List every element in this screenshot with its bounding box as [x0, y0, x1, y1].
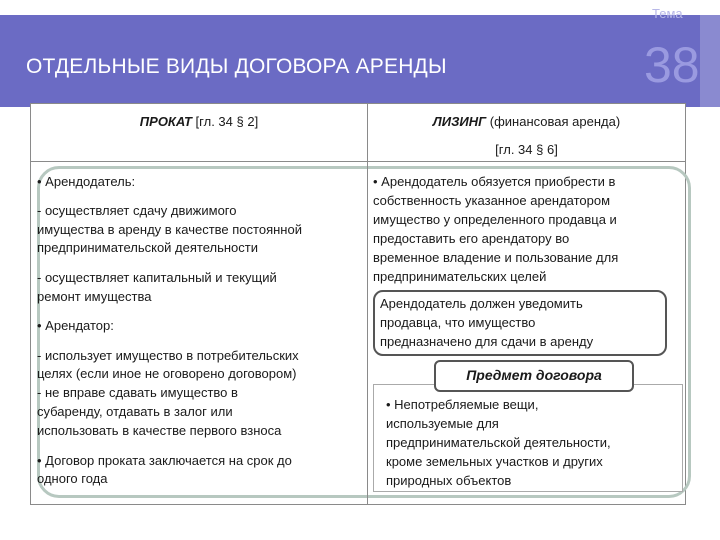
left-line: имущества в аренду в качестве постоянной: [37, 222, 302, 237]
left-line: - не вправе сдавать имущество в: [37, 385, 238, 400]
header-leasing: [368, 114, 685, 129]
right-line: предпринимательских целей: [373, 269, 547, 284]
left-line: - осуществляет капитальный и текущий: [37, 270, 277, 285]
callout-line: Арендодатель должен уведомить: [380, 296, 583, 311]
left-line: использовать в качестве первого взноса: [37, 423, 282, 438]
header-prokat-bold: ПРОКАТ: [139, 114, 192, 129]
header-divider: [31, 161, 685, 162]
slide-number: 38: [644, 37, 700, 93]
title-banner: [0, 15, 700, 107]
callout-line: предназначено для сдачи в аренду: [380, 334, 594, 349]
header-prokat: [31, 114, 367, 129]
left-line: • Договор проката заключается на срок до: [37, 453, 292, 468]
page-title: ОТДЕЛЬНЫЕ ВИДЫ ДОГОВОРА АРЕНДЫ: [26, 55, 447, 78]
header-leasing-line2: [гл. 34 § 6]: [495, 142, 558, 157]
right-line: предоставить его арендатору во: [373, 231, 570, 246]
comparison-table: [30, 103, 686, 505]
subject-line: кроме земельных участков и других: [386, 454, 603, 469]
left-line: предпринимательской деятельности: [37, 240, 258, 255]
left-line: целях (если иное не оговорено договором): [37, 366, 297, 381]
subject-line: • Непотребляемые вещи,: [386, 397, 539, 412]
banner-strip: [700, 15, 720, 107]
right-line: имущество у определенного продавца и: [373, 212, 617, 227]
subject-label: Предмет договора: [434, 360, 634, 392]
left-line: • Арендатор:: [37, 318, 114, 333]
subject-line: предпринимательской деятельности,: [386, 435, 611, 450]
subject-details-box: [373, 384, 683, 492]
notice-callout: [373, 290, 667, 356]
left-line: • Арендодатель:: [37, 174, 136, 189]
header-leasing-bold: ЛИЗИНГ: [432, 114, 487, 129]
callout-line: продавца, что имущество: [380, 315, 536, 330]
right-line: собственность указанное арендатором: [373, 193, 611, 208]
header-prokat-rest: [гл. 34 § 2]: [191, 114, 259, 129]
right-line: временное владение и пользование для: [373, 250, 619, 265]
left-line: ремонт имущества: [37, 289, 152, 304]
left-line: одного года: [37, 471, 108, 486]
column-divider: [367, 104, 368, 504]
right-line: • Арендодатель обязуется приобрести в: [373, 174, 616, 189]
subject-line: природных объектов: [386, 473, 512, 488]
subject-line: используемые для: [386, 416, 499, 431]
header-leasing-rest: (финансовая аренда): [486, 114, 621, 129]
left-line: субаренду, отдавать в залог или: [37, 404, 233, 419]
left-line: - использует имущество в потребительских: [37, 348, 299, 363]
slide-topic-label: Тема: [652, 6, 683, 21]
left-line: - осуществляет сдачу движимого: [37, 203, 237, 218]
